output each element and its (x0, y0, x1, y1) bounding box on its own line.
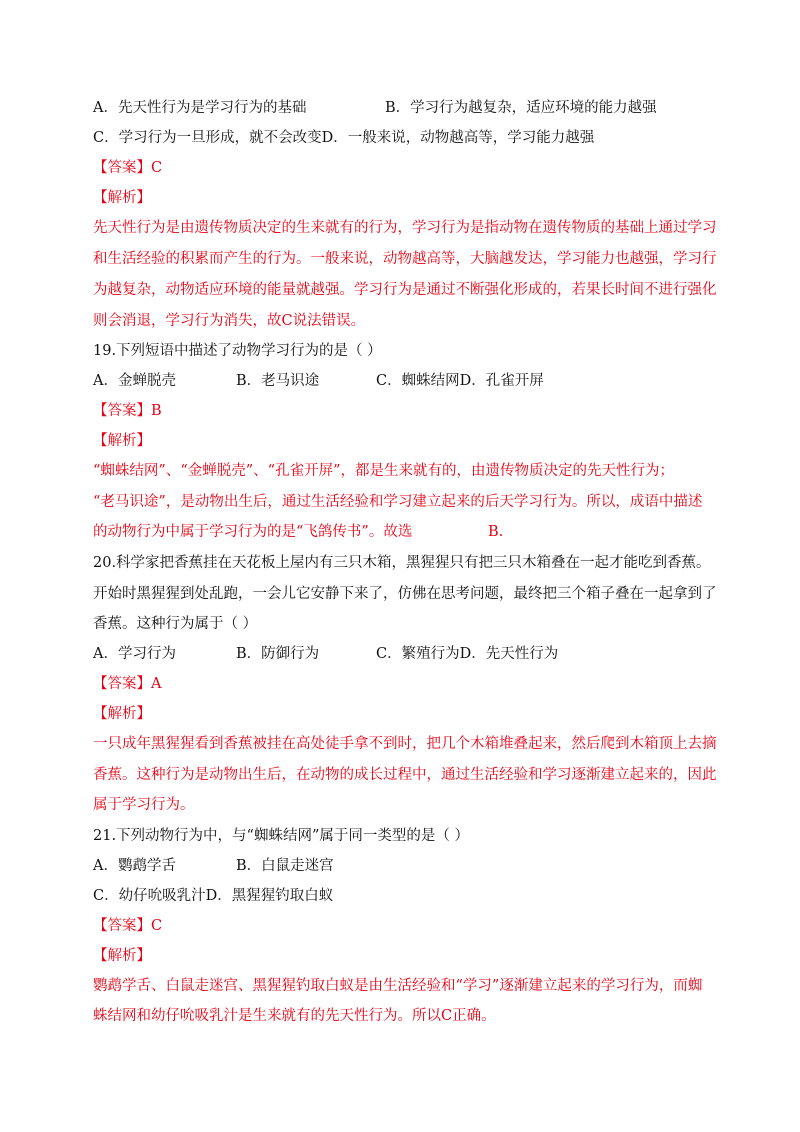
q20-analysis-line: 属于学习行为。 (93, 797, 195, 813)
q20-option-b: B．防御行为 (236, 646, 320, 662)
q21-option-a: A．鹦鹉学舌 (93, 858, 176, 874)
q20-answer: 【答案】A (93, 676, 162, 692)
q21-analysis-label: 【解析】 (93, 948, 151, 964)
q19-answer: 【答案】B (93, 403, 162, 419)
q20-stem-line: 开始时黑猩猩到处乱跑，一会儿它安静下来了，仿佛在思考问题，最终把三个箱子叠在一起拿到了 (93, 586, 717, 602)
q19-option-a: A．金蝉脱壳 (93, 373, 176, 389)
q20-analysis-label: 【解析】 (93, 706, 151, 722)
q21-stem: 21.下列动物行为中，与“蜘蛛结网”属于同一类型的是（ ） (93, 828, 469, 844)
q20-option-cd: C．繁殖行为D．先天性行为 (376, 646, 559, 662)
q19-option-cd: C．蜘蛛结网D．孔雀开屏 (376, 373, 544, 389)
q20-analysis-line: 一只成年黑猩猩看到香蕉被挂在高处徒手拿不到时，把几个木箱堆叠起来，然后爬到木箱顶上去摘 (93, 736, 717, 752)
q18-answer: 【答案】C (93, 160, 163, 176)
q19-analysis-tail: B. (488, 524, 504, 540)
q18-option-cd: C．学习行为一旦形成，就不会改变D．一般来说，动物越高等，学习能力越强 (93, 130, 595, 146)
q19-analysis-line: “老马识途”，是动物出生后，通过生活经验和学习建立起来的后天学习行为。所以，成语中描述 (93, 494, 703, 510)
q20-analysis-line: 香蕉。这种行为是动物出生后，在动物的成长过程中，通过生活经验和学习逐渐建立起来的，因此 (93, 767, 717, 783)
q19-analysis-label: 【解析】 (93, 433, 151, 449)
q20-stem-line: 香蕉。这种行为属于（ ） (93, 616, 258, 632)
q18-analysis-line: 先天性行为是由遗传物质决定的生来就有的行为，学习行为是指动物在遗传物质的基础上通过学习 (93, 220, 717, 236)
q18-option-b: B．学习行为越复杂，适应环境的能力越强 (385, 100, 657, 116)
q19-stem: 19.下列短语中描述了动物学习行为的是（ ） (93, 343, 382, 359)
q18-analysis-line: 和生活经验的积累而产生的行为。一般来说，动物越高等，大脑越发达，学习能力也越强，学习行 (93, 251, 717, 267)
q18-analysis-label: 【解析】 (93, 190, 151, 206)
q19-analysis-line: “蜘蛛结网”、“金蝉脱壳”、“孔雀开屏”，都是生来就有的，由遗传物质决定的先天性行为； (93, 463, 674, 479)
q20-option-a: A．学习行为 (93, 646, 176, 662)
q19-analysis-line: 的动物行为中属于学习行为的是“飞鸽传书”。故选 (93, 524, 413, 540)
q21-option-b: B．白鼠走迷宫 (236, 858, 334, 874)
q18-option-a: A．先天性行为是学习行为的基础 (93, 100, 307, 116)
q18-analysis-line: 为越复杂，动物适应环境的能量就越强。学习行为是通过不断强化形成的，若果长时间不进行强化 (93, 282, 717, 298)
q21-analysis-line: 鹦鹉学舌、白鼠走迷宫、黑猩猩钓取白蚁是由生活经验和“学习”逐渐建立起来的学习行为，而蜘 (93, 978, 703, 994)
q19-option-b: B．老马识途 (236, 373, 320, 389)
q21-option-cd: C．幼仔吮吸乳汁D．黑猩猩钓取白蚁 (93, 888, 334, 904)
q20-stem-line: 20.科学家把香蕉挂在天花板上屋内有三只木箱，黑猩猩只有把三只木箱叠在一起才能吃到香蕉。 (93, 555, 711, 571)
q21-answer: 【答案】C (93, 918, 163, 934)
q18-analysis-line: 则会消退，学习行为消失，故C说法错误。 (93, 313, 366, 329)
q21-analysis-line: 蛛结网和幼仔吮吸乳汁是生来就有的先天性行为。所以C正确。 (93, 1008, 496, 1024)
